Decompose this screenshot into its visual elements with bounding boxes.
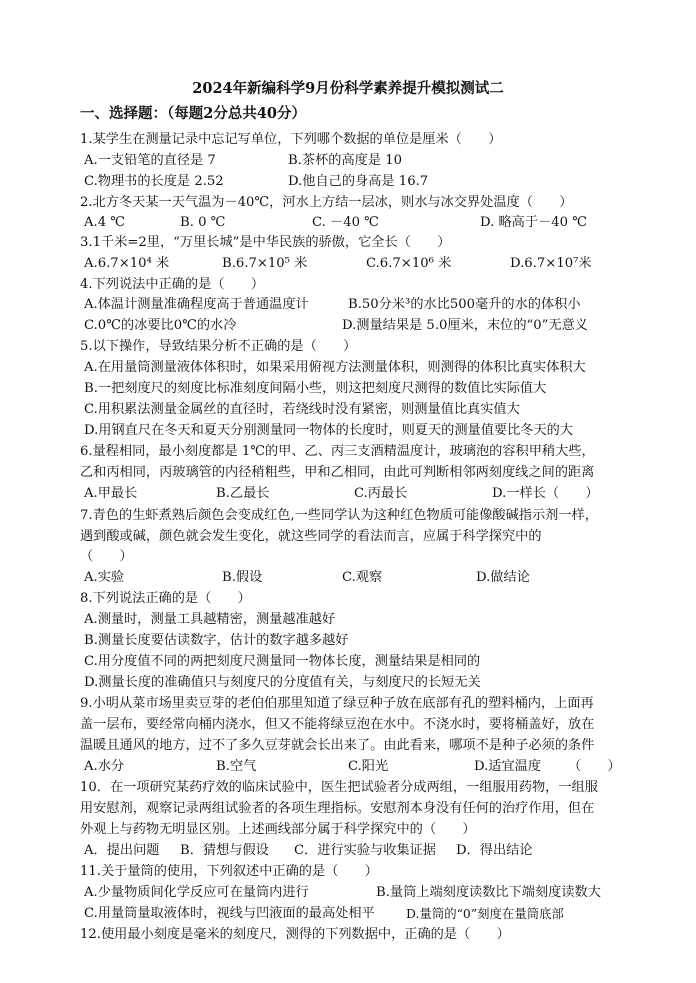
page-title: 2024年新编科学9月份科学素养提升模拟测试二 [192,80,504,97]
question-1-option-b: B.茶杯的高度是 10 [288,153,402,168]
question-2-stem: 2.北方冬天某一天气温为－40℃，河水上方结一层冰，则水与冰交界处温度（ ） [80,195,573,210]
question-10-option-a: A．提出问题 [84,843,160,858]
question-6-option-a: A.甲最长 [84,486,138,501]
question-1-option-d: D.他自己的身高是 16.7 [288,174,429,189]
question-9-stem-line-3: 温暖且通风的地方，过不了多久豆芽就会长出来了。由此看来，哪项不是种子必须的条件 [80,738,595,753]
question-7-option-b: B.假设 [222,570,263,585]
question-2-option-d: D. 略高于－40 ℃ [480,215,587,230]
question-12-stem: 12.使用最小刻度是毫米的刻度尺，测得的下列数据中，正确的是（ ） [80,927,510,942]
question-5-option-d: D.用钢直尺在冬天和夏天分别测量同一物体的长度时，则夏天的测量值要比冬天的大 [84,423,574,438]
question-7-option-d: D.做结论 [476,570,530,585]
question-11-stem: 11.关于量筒的使用，下列叙述中正确的是（ ） [80,864,378,879]
question-10-option-d: D．得出结论 [456,843,533,858]
question-11-option-a: A.少量物质间化学反应可在量筒内进行 [84,885,309,900]
question-1-option-c: C.物理书的长度是 2.52 [84,174,224,189]
question-8-option-a: A.测量时，测量工具越精密，测量越准越好 [84,612,336,627]
question-1-option-a: A.一支铅笔的直径是 7 [84,153,216,168]
question-9-answer-blank: （ ） [568,759,621,774]
question-3-option-a: A.6.7×10⁴ 米 [84,256,170,271]
question-9-stem-line-2: 盖一层布，要经常向桶内浇水，但又不能将绿豆泡在水中。不浇水时，要将桶盖好，放在 [80,717,595,732]
question-7-stem-line-2: 遇到酸或碱，颜色就会发生变化，就这些同学的看法而言，应属于科学探究中的 [80,529,542,544]
question-5-option-a: A.在用量筒测量液体体积时，如果采用俯视方法测量体积，则测得的体积比真实体积大 [84,360,586,375]
question-7-option-c: C.观察 [342,570,383,585]
question-7-option-a: A.实验 [84,570,125,585]
question-11-option-d: D.量筒的“0”刻度在量筒底部 [406,906,564,921]
question-9-option-a: A.水分 [84,759,125,774]
question-10-option-c: C．进行实验与收集证据 [294,843,436,858]
question-10-stem-line-1: 10．在一项研究某药疗效的临床试验中，医生把试验者分成两组，一组服用药物，一组服 [80,780,598,795]
question-6-option-b: B.乙最长 [216,486,270,501]
question-9-option-d: D.适宜温度 [474,759,542,774]
question-4-option-a: A.体温计测量准确程度高于普通温度计 [84,297,309,312]
question-6-option-d: D.一样长（ ） [492,486,599,501]
question-8-option-b: B.测量长度要估读数字，估计的数字越多越好 [84,633,349,648]
question-5-option-b: B.一把刻度尺的刻度比标准刻度间隔小些，则这把刻度尺测得的数值比实际值大 [84,381,547,396]
question-9-option-c: C.阳光 [348,759,389,774]
question-5-stem: 5.以下操作，导致结果分析不正确的是（ ） [80,339,357,354]
question-4-option-c: C.0℃的冰要比0℃的水冷 [84,318,237,333]
question-11-option-c: C.用量筒量取液体时，视线与凹液面的最高处相平 [84,906,375,921]
question-3-stem: 3.1千米=2里，“万里长城”是中华民族的骄傲，它全长（ ） [80,235,451,250]
question-6-stem-line-2: 乙和丙相同，丙玻璃管的内径稍粗些，甲和乙相同，由此可判断相邻两刻度线之间的距离 [80,465,595,480]
question-9-stem-line-1: 9.小明从菜市场里卖豆芽的老伯伯那里知道了绿豆种子放在底部有孔的塑料桶内，上面再 [80,696,594,711]
question-4-stem: 4.下列说法中正确的是（ ） [80,277,265,292]
question-8-stem: 8.下列说法正确的是（ ） [80,591,251,606]
question-1-stem: 1.某学生在测量记录中忘记写单位，下列哪个数据的单位是厘米（ ） [80,132,502,147]
question-10-stem-line-3: 外观上与药物无明显区别。上述画线部分属于科学探究中的（ ） [80,822,476,837]
question-2-option-a: A.4 ℃ [84,215,126,230]
question-8-option-c: C.用分度值不同的两把刻度尺测量同一物体长度，测量结果是相同的 [84,654,481,669]
question-4-option-d: D.测量结果是 5.0厘米，末位的“0”无意义 [342,318,588,333]
question-7-stem-line-1: 7.青色的生虾煮熟后颜色会变成红色,一些同学认为这种红色物质可能像酸碱指示剂一样， [80,508,598,523]
question-3-option-d: D.6.7×10⁷米 [510,256,592,271]
question-3-option-b: B.6.7×10⁵ 米 [222,256,308,271]
question-5-option-c: C.用积累法测量金属丝的直径时，若绕线时没有紧密，则测量值比真实值大 [84,402,520,417]
question-4-option-b: B.50分米³的水比500毫升的水的体积小 [348,297,581,312]
question-11-option-b: B.量筒上端刻度读数比下端刻度读数大 [376,885,601,900]
question-10-option-b: B．猜想与假设 [180,843,269,858]
section-heading: 一、选择题：（每题2分总共40分） [80,105,307,122]
question-2-option-c: C. －40 ℃ [312,215,379,230]
question-2-option-b: B. 0 ℃ [180,215,226,230]
question-3-option-c: C.6.7×10⁶ 米 [366,256,452,271]
question-6-option-c: C.丙最长 [354,486,408,501]
question-8-option-d: D.测量长度的准确值只与刻度尺的分度值有关，与刻度尺的长短无关 [84,675,481,690]
question-7-answer-blank: （ ） [80,549,133,564]
question-9-option-b: B.空气 [216,759,257,774]
question-6-stem-line-1: 6.量程相同，最小刻度都是 1℃的甲、乙、丙三支酒精温度计，玻璃泡的容积甲稍大些， [80,444,595,459]
question-10-stem-line-2: 用安慰剂，观察记录两组试验者的各项生理指标。安慰剂本身没有任何的治疗作用，但在 [80,801,595,816]
